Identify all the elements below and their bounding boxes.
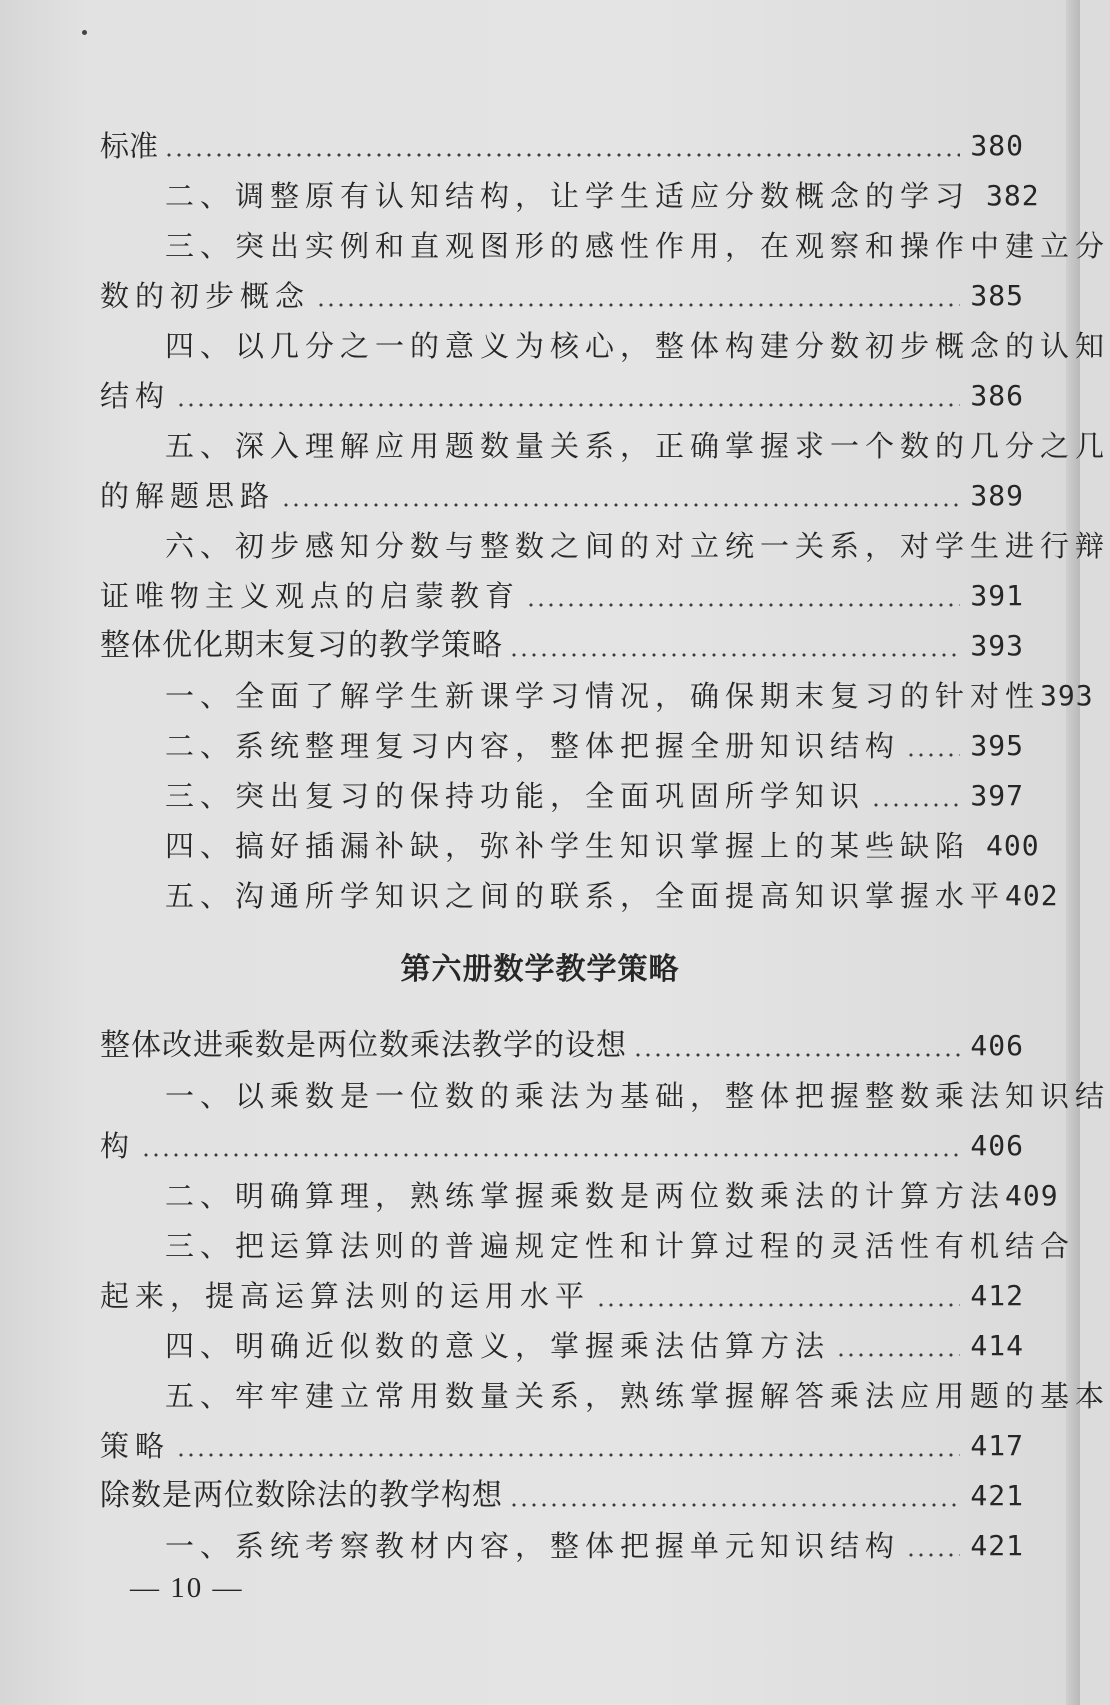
toc-entry-text: 起来，提高运算法则的运用水平 <box>100 1279 591 1313</box>
toc-entry-text: 一、以乘数是一位数的乘法为基础，整体把握整数乘法知识结 <box>165 1079 1110 1113</box>
leader-dots <box>509 653 960 657</box>
toc-entry-line2 <box>100 472 1024 516</box>
toc-entry-page: 421 <box>970 1479 1024 1512</box>
toc-entry-text: 结构 <box>100 379 171 413</box>
leader-dots <box>509 1503 960 1507</box>
leader-dots <box>164 153 960 157</box>
toc-entry <box>165 672 1094 716</box>
toc-entry-page: 421 <box>970 1529 1024 1562</box>
toc-entry-line1 <box>165 422 1110 466</box>
toc-entry-text: 策略 <box>100 1429 171 1463</box>
toc-chapter <box>100 622 1024 666</box>
toc-entry-text: 五、牢牢建立常用数量关系，熟练掌握解答乘法应用题的基本 <box>165 1379 1110 1413</box>
toc-entry-page: 389 <box>970 479 1024 512</box>
leader-dots <box>141 1153 960 1157</box>
toc-entry-page: 400 <box>986 829 1040 862</box>
leader-dots <box>633 1053 960 1057</box>
toc-entry-line1 <box>165 1222 1076 1266</box>
toc-entry-page: 397 <box>970 779 1024 812</box>
toc-entry <box>100 122 1024 166</box>
toc-entry-line2 <box>100 372 1024 416</box>
ink-speck <box>82 30 87 35</box>
toc-entry-page: 402 <box>1005 879 1059 912</box>
toc-entry-line1 <box>165 1372 1110 1416</box>
toc-chapter-text: 整体改进乘数是两位数乘法教学的设想 <box>100 1028 627 1063</box>
toc-entry <box>165 772 1024 816</box>
toc-entry-text: 二、调整原有认知结构，让学生适应分数概念的学习 <box>165 179 971 213</box>
toc-entry-text: 五、沟通所学知识之间的联系，全面提高知识掌握水平 <box>165 879 1006 913</box>
toc-entry-text: 三、突出复习的保持功能，全面巩固所学知识 <box>165 779 866 813</box>
leader-dots <box>176 403 960 407</box>
toc-entry <box>165 172 1040 216</box>
toc-chapter-text: 除数是两位数除法的教学构想 <box>100 1478 503 1513</box>
toc-entry-page: 417 <box>970 1429 1024 1462</box>
toc-entry-text: 二、明确算理，熟练掌握乘数是两位数乘法的计算方法 <box>165 1179 1006 1213</box>
toc-entry-text: 六、初步感知分数与整数之间的对立统一关系，对学生进行辩 <box>165 529 1110 563</box>
toc-entry-text: 数的初步概念 <box>100 279 311 313</box>
toc-chapter-text: 整体优化期末复习的教学策略 <box>100 628 503 663</box>
leader-dots <box>526 603 960 607</box>
leader-dots <box>596 1303 960 1307</box>
leader-dots <box>836 1353 960 1357</box>
toc-entry-page: 391 <box>970 579 1024 612</box>
toc-entry-text: 三、突出实例和直观图形的感性作用，在观察和操作中建立分 <box>165 229 1110 263</box>
toc-entry-line2 <box>100 1272 1024 1316</box>
leader-dots <box>906 1553 960 1557</box>
toc-entry-page: 409 <box>1005 1179 1059 1212</box>
toc-entry-page: 382 <box>986 179 1040 212</box>
toc-entry-text: 证唯物主义观点的启蒙教育 <box>100 579 521 613</box>
toc-chapter <box>100 1022 1024 1066</box>
toc-entry-text: 四、以几分之一的意义为核心，整体构建分数初步概念的认知 <box>165 329 1110 363</box>
leader-dots <box>316 303 960 307</box>
section-heading: 第六册数学教学策略 <box>400 952 680 987</box>
toc-entry-page: 406 <box>970 1029 1024 1062</box>
toc-entry-line2 <box>100 572 1024 616</box>
toc-entry-text: 二、系统整理复习内容，整体把握全册知识结构 <box>165 729 901 763</box>
toc-entry-page: 385 <box>970 279 1024 312</box>
toc-entry <box>165 1322 1024 1366</box>
toc-entry <box>165 872 1059 916</box>
toc-entry-page: 414 <box>970 1329 1024 1362</box>
toc-entry-text: 三、把运算法则的普遍规定性和计算过程的灵活性有机结合 <box>165 1229 1076 1263</box>
toc-entry-line1 <box>165 1072 1110 1116</box>
toc-entry-line1 <box>165 222 1110 266</box>
leader-dots <box>176 1453 960 1457</box>
toc-entry-text: 五、深入理解应用题数量关系，正确掌握求一个数的几分之几 <box>165 429 1110 463</box>
leader-dots <box>281 503 960 507</box>
toc-entry-page: 393 <box>1040 679 1094 712</box>
toc-entry-text: 一、系统考察教材内容，整体把握单元知识结构 <box>165 1529 901 1563</box>
toc-entry-page: 393 <box>970 629 1024 662</box>
page-number: — 10 — <box>130 1572 244 1604</box>
toc-entry-text: 四、明确近似数的意义，掌握乘法估算方法 <box>165 1329 831 1363</box>
toc-entry-line2 <box>100 272 1024 316</box>
toc-chapter <box>100 1472 1024 1516</box>
toc-entry-line2 <box>100 1122 1024 1166</box>
toc-entry-text: 的解题思路 <box>100 479 276 513</box>
toc-entry-line2 <box>100 1422 1024 1466</box>
toc-entry-text: 构 <box>100 1129 136 1163</box>
toc-entry-page: 386 <box>970 379 1024 412</box>
toc-entry-line1 <box>165 322 1110 366</box>
toc-entry <box>165 822 1040 866</box>
toc-entry <box>165 722 1024 766</box>
toc-entry-page: 380 <box>970 129 1024 162</box>
leader-dots <box>871 803 960 807</box>
toc-entry-page: 406 <box>970 1129 1024 1162</box>
leader-dots <box>906 753 960 757</box>
toc-entry-text: 四、搞好插漏补缺，弥补学生知识掌握上的某些缺陷 <box>165 829 971 863</box>
toc-entry-text: 标准 <box>100 129 159 163</box>
toc-entry-page: 412 <box>970 1279 1024 1312</box>
toc-entry <box>165 1172 1059 1216</box>
toc-entry-page: 395 <box>970 729 1024 762</box>
toc-entry <box>165 1522 1024 1566</box>
toc-entry-text: 一、全面了解学生新课学习情况，确保期末复习的针对性 <box>165 679 1041 713</box>
toc-entry-line1 <box>165 522 1110 566</box>
